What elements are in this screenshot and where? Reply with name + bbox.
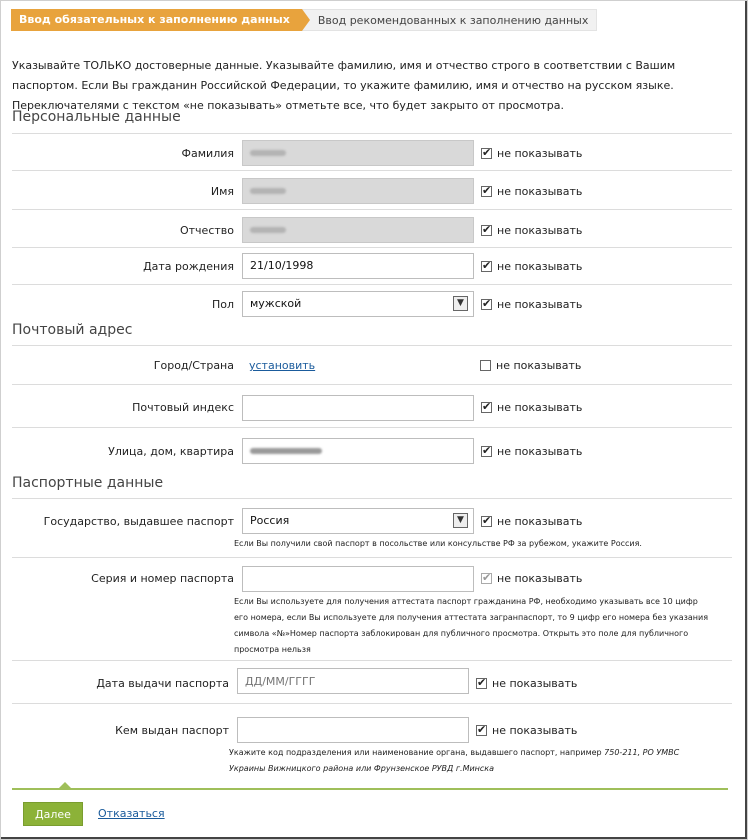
- checkbox[interactable]: [481, 299, 492, 310]
- issued-by-hide-toggle[interactable]: [476, 724, 577, 737]
- hide-label: не показывать: [497, 572, 583, 585]
- section-personal-title: Персональные данные: [12, 109, 181, 125]
- firstname-hide-toggle[interactable]: [481, 185, 582, 198]
- blurred-value: [250, 448, 322, 454]
- divider: [12, 170, 732, 171]
- hint-example: 750-211, РО УМВС Украины Вижницкого района или Фрунзенское РУВД г.Минска: [229, 748, 680, 773]
- hide-label: не показывать: [497, 298, 583, 311]
- firstname-label: Имя: [210, 185, 234, 198]
- checkbox[interactable]: [480, 360, 491, 371]
- lastname-label: Фамилия: [181, 147, 234, 160]
- divider: [12, 284, 732, 285]
- checkbox: [481, 573, 492, 584]
- hide-label: не показывать: [497, 147, 583, 160]
- blurred-value: [250, 227, 286, 233]
- divider: [12, 247, 732, 248]
- passport-number-hint: Если Вы используете для получения аттестата паспорт гражданина РФ, необходимо указывать все 10 цифр его номера, если Вы используете для получения аттестата загранпаспорт, то 9 цифр его номера без указания символа «№»Номер паспорта заблокирован для публичного просмотра. Открыть это поле для публичного просмотра нельзя: [234, 597, 709, 654]
- issue-date-hide-toggle[interactable]: [476, 677, 577, 690]
- issued-by-label: Кем выдан паспорт: [115, 724, 229, 737]
- checkbox[interactable]: [481, 148, 492, 159]
- chevron-down-icon[interactable]: ▼: [453, 513, 468, 528]
- bottom-divider: [12, 788, 728, 790]
- issue-date-field[interactable]: [237, 668, 469, 694]
- issue-date-label: Дата выдачи паспорта: [96, 677, 229, 690]
- patronymic-label: Отчество: [179, 224, 234, 237]
- postcode-label: Почтовый индекс: [132, 401, 234, 414]
- hide-label: не показывать: [497, 185, 583, 198]
- section-postal-title: Почтовый адрес: [12, 322, 133, 338]
- street-field[interactable]: [242, 438, 474, 464]
- tab-required-data[interactable]: Ввод обязательных к заполнению данных: [11, 9, 302, 31]
- divider: [12, 660, 732, 661]
- hide-label: не показывать: [492, 724, 578, 737]
- checkbox[interactable]: [481, 186, 492, 197]
- divider: [12, 209, 732, 210]
- checkbox[interactable]: [481, 516, 492, 527]
- hide-label: не показывать: [492, 677, 578, 690]
- birthdate-label: Дата рождения: [143, 260, 234, 273]
- issued-by-field[interactable]: [237, 717, 469, 743]
- checkbox[interactable]: [476, 725, 487, 736]
- divider: [12, 703, 732, 704]
- next-button[interactable]: Далее: [23, 802, 83, 826]
- divider: [12, 427, 732, 428]
- issuing-state-label: Государство, выдавшее паспорт: [43, 515, 234, 528]
- issuing-state-hint: Если Вы получили свой паспорт в посольстве или консульстве РФ за рубежом, укажите Россия.: [234, 539, 642, 548]
- birthdate-field[interactable]: 21/10/1998: [242, 253, 474, 279]
- city-label: Город/Страна: [153, 359, 234, 372]
- chevron-down-icon[interactable]: ▼: [453, 296, 468, 311]
- set-city-link[interactable]: установить: [249, 359, 316, 372]
- divider: [12, 557, 732, 558]
- checkbox[interactable]: [481, 446, 492, 457]
- patronymic-field[interactable]: [242, 217, 474, 243]
- firstname-field[interactable]: [242, 178, 474, 204]
- hide-label: не показывать: [497, 260, 583, 273]
- gender-hide-toggle[interactable]: [481, 298, 582, 311]
- intro-text: Указывайте ТОЛЬКО достоверные данные. Указывайте фамилию, имя и отчество строго в соответствии с Вашим паспортом. Если Вы гражданин Российской Федерации, то укажите фамилию, имя и отчество на русском языке. Переключателями с текстом «не показывать» отметьте все, что будет закрыто от просмотра.: [12, 59, 676, 112]
- hide-label: не показывать: [497, 224, 583, 237]
- blurred-value: [250, 188, 286, 194]
- checkbox[interactable]: [481, 402, 492, 413]
- checkbox[interactable]: [476, 678, 487, 689]
- street-label: Улица, дом, квартира: [108, 445, 234, 458]
- hide-label: не показывать: [497, 515, 583, 528]
- hint-text: Укажите код подразделения или наименование органа, выдавшего паспорт, например: [229, 748, 605, 757]
- gender-label: Пол: [211, 298, 234, 311]
- section-passport-title: Паспортные данные: [12, 475, 164, 491]
- postcode-hide-toggle[interactable]: [481, 401, 582, 414]
- patronymic-hide-toggle[interactable]: [481, 224, 582, 237]
- passport-number-label: Серия и номер паспорта: [91, 572, 234, 585]
- issued-by-hint: [229, 745, 699, 777]
- checkbox[interactable]: [481, 261, 492, 272]
- lastname-hide-toggle[interactable]: [481, 147, 582, 160]
- checkbox[interactable]: [481, 225, 492, 236]
- postcode-field[interactable]: [242, 395, 474, 421]
- hide-label: не показывать: [497, 401, 583, 414]
- street-hide-toggle[interactable]: [481, 445, 582, 458]
- issuing-state-hide-toggle[interactable]: [481, 515, 582, 528]
- gender-select[interactable]: [242, 291, 474, 317]
- divider: [12, 384, 732, 385]
- divider: [12, 133, 732, 134]
- passport-number-field[interactable]: [242, 566, 474, 592]
- step-tabs: [11, 9, 597, 31]
- cancel-link[interactable]: Отказаться: [98, 807, 165, 820]
- divider: [12, 498, 732, 499]
- tab-recommended-data[interactable]: Ввод рекомендованных к заполнению данных: [302, 9, 598, 31]
- hide-label: не показывать: [496, 359, 582, 372]
- gender-value: мужской: [250, 297, 302, 310]
- city-hide-toggle[interactable]: [480, 359, 581, 372]
- hide-label: не показывать: [497, 445, 583, 458]
- issuing-state-select[interactable]: [242, 508, 474, 534]
- blurred-value: [250, 150, 286, 156]
- birthdate-hide-toggle[interactable]: [481, 260, 582, 273]
- lastname-field[interactable]: [242, 140, 474, 166]
- divider: [12, 345, 732, 346]
- passport-number-hide-toggle: [481, 572, 582, 585]
- issuing-state-value: Россия: [250, 514, 290, 527]
